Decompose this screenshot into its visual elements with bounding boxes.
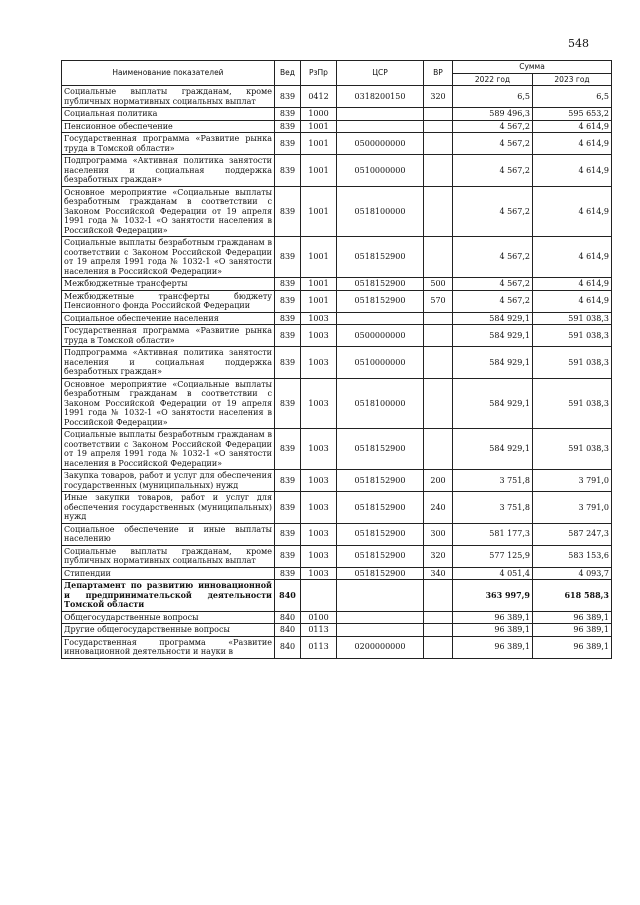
table-row — [62, 278, 612, 291]
table-row — [62, 120, 612, 133]
table-row — [62, 470, 612, 492]
cell-vr: 570 — [424, 290, 453, 312]
cell-rzpr: 1003 — [301, 492, 337, 524]
cell-csr: 0518152900 — [337, 290, 424, 312]
cell-ved: 839 — [275, 155, 301, 187]
cell-vr — [424, 611, 453, 624]
cell-y2023: 4 614,9 — [533, 120, 612, 133]
cell-csr: 0500000000 — [337, 133, 424, 155]
cell-ved: 839 — [275, 378, 301, 429]
cell-rzpr: 1003 — [301, 347, 337, 379]
cell-name: Другие общегосударственные вопросы — [62, 624, 275, 637]
cell-y2023: 4 614,9 — [533, 237, 612, 278]
cell-y2023: 618 588,3 — [533, 580, 612, 612]
cell-ved: 839 — [275, 133, 301, 155]
cell-ved: 839 — [275, 492, 301, 524]
cell-name: Социальные выплаты гражданам, кроме публичных нормативных социальных выплат — [62, 86, 275, 108]
header-sum: Сумма — [453, 61, 612, 74]
cell-name: Подпрограмма «Активная политика занятости населения и социальная поддержка безработных граждан» — [62, 347, 275, 379]
cell-vr — [424, 186, 453, 237]
cell-vr — [424, 120, 453, 133]
cell-y2023: 587 247,3 — [533, 523, 612, 545]
cell-rzpr: 1003 — [301, 470, 337, 492]
cell-name: Общегосударственные вопросы — [62, 611, 275, 624]
cell-ved: 839 — [275, 278, 301, 291]
table-row — [62, 378, 612, 429]
cell-csr: 0518152900 — [337, 237, 424, 278]
cell-y2022: 577 125,9 — [453, 545, 533, 567]
cell-y2023: 591 038,3 — [533, 429, 612, 470]
cell-rzpr: 1001 — [301, 155, 337, 187]
cell-y2022: 6,5 — [453, 86, 533, 108]
cell-ved: 839 — [275, 545, 301, 567]
cell-csr: 0518152900 — [337, 545, 424, 567]
cell-y2022: 4 567,2 — [453, 278, 533, 291]
cell-csr: 0518152900 — [337, 470, 424, 492]
cell-y2023: 4 614,9 — [533, 278, 612, 291]
cell-y2022: 3 751,8 — [453, 470, 533, 492]
cell-csr — [337, 624, 424, 637]
cell-ved: 839 — [275, 523, 301, 545]
cell-y2022: 4 567,2 — [453, 290, 533, 312]
cell-name: Социальное обеспечение и иные выплаты населению — [62, 523, 275, 545]
cell-name: Основное мероприятие «Социальные выплаты безработным гражданам в соответствии с Законом Российской Федерации от 19 апреля 1991 года № 1032-1 «О занятости населения в Российской Федерации» — [62, 378, 275, 429]
cell-y2022: 589 496,3 — [453, 108, 533, 121]
cell-rzpr: 1001 — [301, 290, 337, 312]
cell-y2022: 363 997,9 — [453, 580, 533, 612]
cell-rzpr: 1003 — [301, 429, 337, 470]
cell-ved: 839 — [275, 86, 301, 108]
cell-name: Стипендии — [62, 567, 275, 580]
cell-ved: 840 — [275, 611, 301, 624]
cell-name: Подпрограмма «Активная политика занятости населения и социальная поддержка безработных граждан» — [62, 155, 275, 187]
cell-name: Государственная программа «Развитие рынка труда в Томской области» — [62, 325, 275, 347]
cell-csr: 0518152900 — [337, 278, 424, 291]
table-row — [62, 580, 612, 612]
table-header-row — [62, 61, 612, 74]
cell-csr: 0518152900 — [337, 429, 424, 470]
table-row — [62, 492, 612, 524]
cell-y2023: 3 791,0 — [533, 492, 612, 524]
header-csr: ЦСР — [337, 61, 424, 86]
cell-name: Государственная программа «Развитие рынка труда в Томской области» — [62, 133, 275, 155]
cell-name: Основное мероприятие «Социальные выплаты безработным гражданам в соответствии с Законом Российской Федерации от 19 апреля 1991 года № 1032-1 «О занятости населения в Российской Федерации» — [62, 186, 275, 237]
table-row — [62, 567, 612, 580]
cell-y2023: 96 389,1 — [533, 624, 612, 637]
header-year-2022: 2022 год — [453, 73, 533, 86]
cell-y2022: 96 389,1 — [453, 636, 533, 658]
cell-y2022: 581 177,3 — [453, 523, 533, 545]
cell-y2022: 4 567,2 — [453, 155, 533, 187]
cell-ved: 839 — [275, 325, 301, 347]
table-row — [62, 624, 612, 637]
cell-y2023: 96 389,1 — [533, 611, 612, 624]
cell-vr: 200 — [424, 470, 453, 492]
cell-csr — [337, 580, 424, 612]
table-row — [62, 186, 612, 237]
cell-ved: 839 — [275, 290, 301, 312]
table-row — [62, 636, 612, 658]
table-row — [62, 523, 612, 545]
cell-y2022: 4 051,4 — [453, 567, 533, 580]
cell-vr — [424, 580, 453, 612]
cell-csr: 0518152900 — [337, 492, 424, 524]
cell-ved: 839 — [275, 429, 301, 470]
cell-vr: 300 — [424, 523, 453, 545]
cell-vr: 320 — [424, 86, 453, 108]
cell-y2023: 583 153,6 — [533, 545, 612, 567]
cell-y2023: 6,5 — [533, 86, 612, 108]
cell-rzpr: 1003 — [301, 325, 337, 347]
cell-ved: 839 — [275, 312, 301, 325]
cell-csr — [337, 611, 424, 624]
cell-rzpr: 0412 — [301, 86, 337, 108]
table-row — [62, 611, 612, 624]
cell-vr — [424, 624, 453, 637]
cell-y2023: 591 038,3 — [533, 378, 612, 429]
cell-ved: 840 — [275, 624, 301, 637]
cell-ved: 840 — [275, 580, 301, 612]
cell-name: Закупка товаров, работ и услуг для обеспечения государственных (муниципальных) нужд — [62, 470, 275, 492]
table-row — [62, 86, 612, 108]
cell-y2022: 584 929,1 — [453, 347, 533, 379]
header-vr: ВР — [424, 61, 453, 86]
cell-vr — [424, 237, 453, 278]
cell-vr — [424, 155, 453, 187]
cell-rzpr: 1003 — [301, 545, 337, 567]
cell-vr: 340 — [424, 567, 453, 580]
cell-y2022: 584 929,1 — [453, 378, 533, 429]
cell-csr: 0200000000 — [337, 636, 424, 658]
cell-y2022: 584 929,1 — [453, 325, 533, 347]
cell-y2022: 4 567,2 — [453, 120, 533, 133]
cell-csr: 0518100000 — [337, 186, 424, 237]
cell-name: Межбюджетные трансферты — [62, 278, 275, 291]
cell-y2022: 4 567,2 — [453, 186, 533, 237]
cell-name: Социальные выплаты безработным гражданам в соответствии с Законом Российской Федерации от 19 апреля 1991 года № 1032-1 «О занятости населения в Российской Федерации» — [62, 237, 275, 278]
cell-rzpr: 0113 — [301, 636, 337, 658]
budget-table — [61, 60, 612, 659]
cell-name: Межбюджетные трансферты бюджету Пенсионного фонда Российской Федерации — [62, 290, 275, 312]
cell-rzpr: 1001 — [301, 278, 337, 291]
cell-ved: 839 — [275, 186, 301, 237]
cell-y2022: 96 389,1 — [453, 624, 533, 637]
cell-rzpr: 1003 — [301, 378, 337, 429]
cell-csr: 0318200150 — [337, 86, 424, 108]
table-row — [62, 347, 612, 379]
cell-rzpr: 1003 — [301, 523, 337, 545]
cell-rzpr: 0113 — [301, 624, 337, 637]
cell-y2022: 4 567,2 — [453, 133, 533, 155]
cell-rzpr — [301, 580, 337, 612]
cell-ved: 839 — [275, 470, 301, 492]
cell-y2023: 4 614,9 — [533, 290, 612, 312]
cell-csr: 0510000000 — [337, 155, 424, 187]
cell-ved: 840 — [275, 636, 301, 658]
cell-csr: 0510000000 — [337, 347, 424, 379]
cell-name: Департамент по развитию инновационной и предпринимательской деятельности Томской области — [62, 580, 275, 612]
cell-name: Социальные выплаты гражданам, кроме публичных нормативных социальных выплат — [62, 545, 275, 567]
cell-y2022: 584 929,1 — [453, 312, 533, 325]
table-row — [62, 108, 612, 121]
cell-y2022: 584 929,1 — [453, 429, 533, 470]
cell-y2023: 4 614,9 — [533, 155, 612, 187]
cell-csr: 0518152900 — [337, 567, 424, 580]
cell-vr: 500 — [424, 278, 453, 291]
cell-ved: 839 — [275, 120, 301, 133]
cell-y2023: 595 653,2 — [533, 108, 612, 121]
cell-vr — [424, 378, 453, 429]
cell-y2023: 591 038,3 — [533, 312, 612, 325]
cell-vr — [424, 429, 453, 470]
cell-rzpr: 1003 — [301, 567, 337, 580]
header-rzpr: РзПр — [301, 61, 337, 86]
cell-vr: 240 — [424, 492, 453, 524]
cell-ved: 839 — [275, 237, 301, 278]
cell-rzpr: 1000 — [301, 108, 337, 121]
table-row — [62, 545, 612, 567]
cell-rzpr: 1001 — [301, 186, 337, 237]
cell-rzpr: 1001 — [301, 120, 337, 133]
cell-y2023: 4 093,7 — [533, 567, 612, 580]
cell-csr: 0518100000 — [337, 378, 424, 429]
cell-csr: 0500000000 — [337, 325, 424, 347]
cell-name: Социальные выплаты безработным гражданам в соответствии с Законом Российской Федерации от 19 апреля 1991 года № 1032-1 «О занятости населения в Российской Федерации» — [62, 429, 275, 470]
cell-name: Социальное обеспечение населения — [62, 312, 275, 325]
cell-y2022: 96 389,1 — [453, 611, 533, 624]
table-row — [62, 237, 612, 278]
cell-y2023: 4 614,9 — [533, 133, 612, 155]
cell-y2023: 96 389,1 — [533, 636, 612, 658]
cell-csr — [337, 312, 424, 325]
table-row — [62, 133, 612, 155]
cell-ved: 839 — [275, 347, 301, 379]
cell-vr — [424, 133, 453, 155]
table-row — [62, 429, 612, 470]
cell-name: Пенсионное обеспечение — [62, 120, 275, 133]
table-row — [62, 155, 612, 187]
table-row — [62, 290, 612, 312]
cell-rzpr: 1001 — [301, 237, 337, 278]
page-number: 548 — [568, 37, 589, 50]
cell-rzpr: 0100 — [301, 611, 337, 624]
header-ved: Вед — [275, 61, 301, 86]
table-row — [62, 325, 612, 347]
cell-csr — [337, 108, 424, 121]
cell-ved: 839 — [275, 567, 301, 580]
cell-ved: 839 — [275, 108, 301, 121]
cell-y2022: 4 567,2 — [453, 237, 533, 278]
cell-vr — [424, 347, 453, 379]
cell-vr — [424, 108, 453, 121]
cell-csr: 0518152900 — [337, 523, 424, 545]
cell-vr — [424, 312, 453, 325]
table-row — [62, 312, 612, 325]
cell-vr: 320 — [424, 545, 453, 567]
cell-vr — [424, 636, 453, 658]
cell-y2022: 3 751,8 — [453, 492, 533, 524]
header-name: Наименование показателей — [62, 61, 275, 86]
header-year-2023: 2023 год — [533, 73, 612, 86]
cell-y2023: 591 038,3 — [533, 325, 612, 347]
cell-csr — [337, 120, 424, 133]
cell-vr — [424, 325, 453, 347]
cell-name: Государственная программа «Развитие инновационной деятельности и науки в — [62, 636, 275, 658]
cell-rzpr: 1003 — [301, 312, 337, 325]
cell-y2023: 591 038,3 — [533, 347, 612, 379]
cell-name: Социальная политика — [62, 108, 275, 121]
cell-y2023: 3 791,0 — [533, 470, 612, 492]
cell-rzpr: 1001 — [301, 133, 337, 155]
cell-name: Иные закупки товаров, работ и услуг для обеспечения государственных (муниципальных) нужд — [62, 492, 275, 524]
cell-y2023: 4 614,9 — [533, 186, 612, 237]
